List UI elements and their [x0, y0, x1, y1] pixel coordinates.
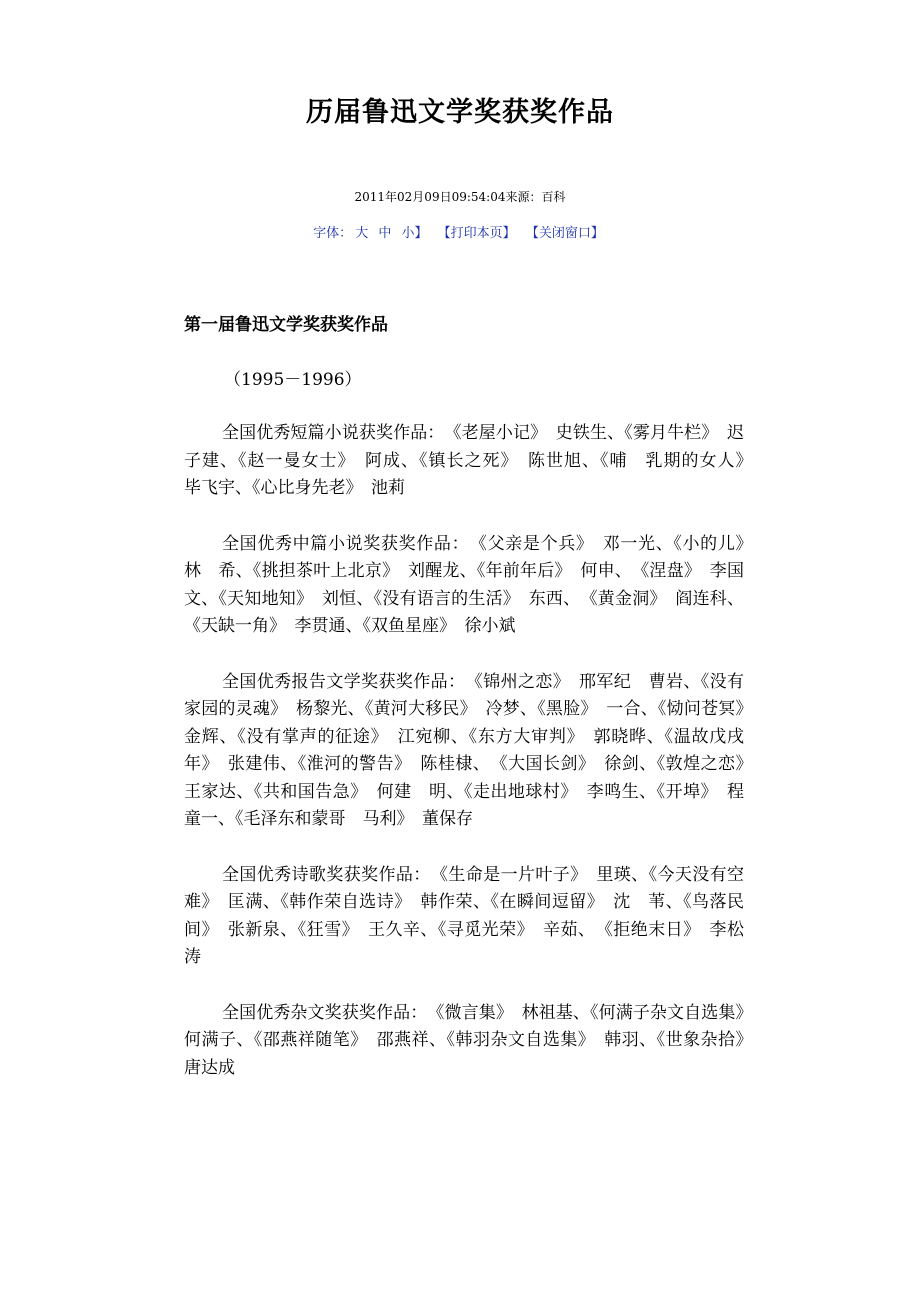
print-page-link[interactable]: 【打印本页】 [437, 226, 516, 241]
award-paragraph-poetry: 全国优秀诗歌奖获奖作品： 《生命是一片叶子》 里瑛、《今天没有空难》 匡满、《韩作荣自选诗》 韩作荣、《在瞬间逗留》 沈 苇、《鸟落民间》 张新泉、《狂雪》 王久辛、《寻觅光荣》 辛茹、 《拒绝末日》 李松涛 [184, 864, 744, 967]
font-large-link[interactable]: 大 [355, 226, 369, 241]
page-title: 历届鲁迅文学奖获奖作品 [306, 97, 614, 128]
font-medium-link[interactable]: 中 [378, 226, 392, 241]
article-toolbar [0, 222, 920, 241]
award-paragraph-reportage: 全国优秀报告文学奖获奖作品： 《锦州之恋》 邢军纪 曹岩、《没有家园的灵魂》 杨黎光、《黄河大移民》 冷梦、《黑脸》 一合、《恸问苍冥》 金辉、《没有掌声的征途》 江宛柳、《东方大审判》 郭晓晔、《温故戊戌年》 张建伟、《淮河的警告》 陈桂棣、 《大国长剑》 徐剑、《敦煌之恋》 王家达、《共和国告急》 何建 明、《走出地球村》 李鸣生、《开埠》 程童一、《毛泽东和蒙哥 马利》 董保存 [184, 671, 761, 829]
article-body [184, 312, 761, 1110]
award-paragraph-novella: 全国优秀中篇小说奖获奖作品： 《父亲是个兵》 邓一光、《小的儿》 林 希、《挑担茶叶上北京》 刘醒龙、《年前年后》 何申、 《涅盘》 李国文、《天知地知》 刘恒、《没有语言的生活》 东西、 《黄金洞》 阎连科、《天缺一角》 李贯通、《双鱼星座》 徐小斌 [184, 533, 761, 636]
font-small-link[interactable]: 小】 [401, 226, 428, 241]
award-paragraph-essay: 全国优秀杂文奖获奖作品： 《微言集》 林祖基、《何满子杂文自选集》 何满子、《邵燕祥随笔》 邵燕祥、《韩羽杂文自选集》 韩羽、《世象杂拾》 唐达成 [184, 1002, 761, 1078]
section-heading: 第一届鲁迅文学奖获奖作品 [184, 315, 388, 335]
publish-meta: 2011年02月09日09:54:04来源：百科 [354, 190, 566, 204]
font-size-label: 字体： [313, 226, 353, 241]
section-years: （1995－1996） [224, 369, 362, 390]
close-window-link[interactable]: 【关闭窗口】 [525, 226, 604, 241]
award-paragraph-short-story: 全国优秀短篇小说获奖作品： 《老屋小记》 史铁生、《雾月牛栏》 迟子建、《赵一曼女士》 阿成、《镇长之死》 陈世旭、《哺 乳期的女人》 毕飞宇、《心比身先老》 池莉 [184, 423, 761, 498]
